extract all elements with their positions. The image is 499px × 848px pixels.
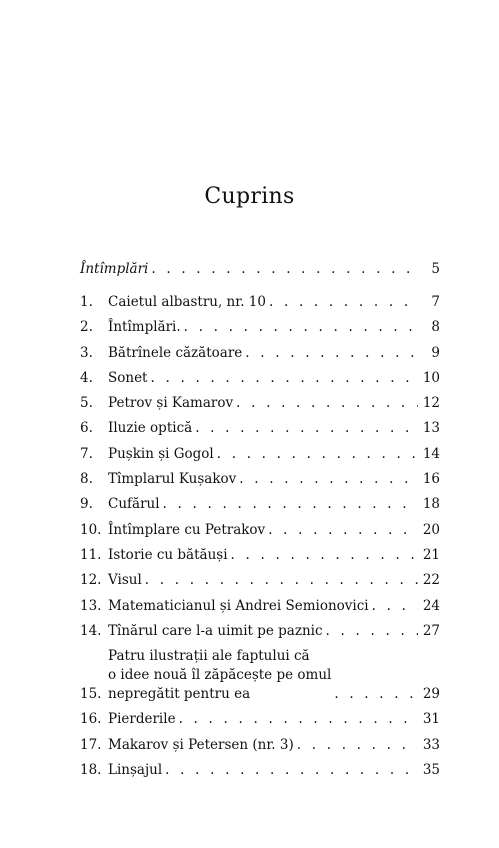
toc-page-number: 14 — [422, 445, 440, 462]
toc-entry-number: 7. — [80, 445, 93, 462]
toc-page-number: 18 — [422, 496, 440, 513]
toc-entry — [108, 445, 418, 464]
toc-entry-number: 16. — [80, 711, 102, 728]
toc-row — [80, 394, 440, 413]
toc-page-number: 9 — [431, 344, 440, 361]
toc-row — [80, 710, 440, 729]
dot-leader — [145, 571, 418, 590]
toc-entry — [108, 495, 418, 514]
toc-row — [80, 546, 440, 565]
toc-entry-title: Istorie cu bătăuși — [108, 546, 228, 563]
dot-leader — [151, 260, 418, 279]
toc-entry — [108, 622, 418, 641]
toc-page-number: 10 — [422, 369, 440, 386]
dot-leader — [297, 736, 418, 755]
toc-page-number: 24 — [422, 597, 440, 614]
toc-entry — [108, 369, 418, 388]
dot-leader — [231, 546, 418, 565]
dot-leader — [372, 597, 418, 616]
dot-leader — [326, 622, 418, 641]
toc-entry-title: Petrov și Kamarov — [108, 395, 234, 412]
toc-entry-title: Sonet — [108, 369, 148, 386]
toc-entry-number: 5. — [80, 395, 93, 412]
toc-page-number: 33 — [422, 736, 440, 753]
toc-page-number: 29 — [422, 686, 440, 703]
dot-leader — [179, 710, 418, 729]
dot-leader — [184, 318, 418, 337]
toc-entry — [108, 736, 418, 755]
toc-entry-number: 1. — [80, 294, 93, 310]
toc-entry-number: 10. — [80, 521, 102, 538]
toc-entry-number: 17. — [80, 736, 102, 753]
dot-leader — [269, 293, 418, 312]
toc-entry — [108, 419, 418, 438]
toc-entry-title: Cufărul — [108, 496, 160, 513]
toc-entry — [108, 571, 418, 590]
dot-leader — [334, 685, 418, 704]
toc-entry — [108, 597, 418, 616]
toc-entry-title: Întîmplare cu Petrakov — [108, 521, 266, 538]
toc-entry-title-line: o idee nouă îl zăpăcește pe omul — [108, 667, 332, 684]
toc-entry — [80, 260, 418, 279]
toc-row — [80, 445, 440, 464]
toc-intro-row — [80, 260, 440, 279]
toc-row — [80, 622, 440, 641]
toc-page-number: 5 — [431, 261, 440, 277]
toc-row — [80, 419, 440, 438]
toc-page-number: 13 — [422, 420, 440, 437]
toc-entry-title: Visul — [108, 572, 142, 589]
toc-row — [80, 571, 440, 590]
dot-leader — [163, 495, 418, 514]
toc-entry — [108, 394, 418, 413]
dot-leader — [217, 445, 418, 464]
toc-page-number: 7 — [431, 294, 440, 310]
toc-row — [80, 521, 440, 540]
toc-row — [80, 495, 440, 514]
toc-entry — [108, 344, 418, 363]
toc-entry-number: 15. — [80, 686, 102, 703]
dot-leader — [239, 470, 418, 489]
dot-leader — [268, 521, 418, 540]
dot-leader — [236, 394, 418, 413]
table-of-contents — [80, 260, 440, 786]
toc-entry-title: Makarov și Petersen (nr. 3) — [108, 736, 294, 753]
toc-entry — [108, 761, 418, 780]
toc-entry-title: Matematicianul și Andrei Semionovici — [108, 597, 369, 614]
toc-entry-title: Întîmplări. — [108, 319, 181, 336]
toc-page-number: 27 — [422, 622, 440, 639]
toc-entry-number: 6. — [80, 420, 93, 437]
dot-leader — [245, 344, 418, 363]
toc-row — [80, 597, 440, 616]
toc-entry-title: Iluzie optică — [108, 420, 193, 437]
toc-entry-number: 8. — [80, 471, 93, 488]
toc-row — [80, 647, 440, 704]
toc-row — [80, 318, 440, 337]
toc-page-number: 35 — [422, 762, 440, 779]
toc-entry — [108, 293, 418, 312]
toc-entry-number: 14. — [80, 622, 102, 639]
toc-entry-title-line: nepregătit pentru ea — [108, 686, 251, 703]
toc-entry-number: 11. — [80, 546, 102, 563]
toc-row — [80, 293, 440, 312]
toc-entry — [108, 647, 418, 704]
toc-entry — [108, 521, 418, 540]
toc-entry-title: Pierderile — [108, 711, 176, 728]
toc-page-number: 8 — [431, 319, 440, 336]
toc-entry-title — [108, 647, 334, 704]
toc-entry-number: 2. — [80, 319, 93, 336]
toc-entry-title: Tînărul care l-a uimit pe paznic — [108, 622, 323, 639]
toc-page-number: 12 — [422, 395, 440, 412]
toc-entry — [108, 470, 418, 489]
toc-row — [80, 761, 440, 780]
toc-page-number: 31 — [422, 711, 440, 728]
toc-entry-number: 3. — [80, 344, 93, 361]
toc-row — [80, 344, 440, 363]
toc-entry-title: Pușkin și Gogol — [108, 445, 214, 462]
toc-entry-title: Tîmplarul Kușakov — [108, 471, 237, 488]
toc-entry-title: Caietul albastru, nr. 10 — [108, 294, 266, 310]
toc-entry — [108, 318, 418, 337]
toc-entry-title: Întîmplări — [80, 261, 149, 277]
toc-entry-number: 4. — [80, 369, 93, 386]
toc-entry-number: 18. — [80, 762, 102, 779]
toc-row — [80, 736, 440, 755]
toc-row — [80, 369, 440, 388]
toc-entry-number: 9. — [80, 496, 93, 513]
toc-entry-number: 12. — [80, 572, 102, 589]
toc-page-number: 21 — [422, 546, 440, 563]
page-title: Cuprins — [204, 184, 295, 209]
toc-entry — [108, 710, 418, 729]
toc-entry-title: Linșajul — [108, 762, 163, 779]
toc-entry-title: Bătrînele căzătoare — [108, 344, 243, 361]
toc-entry-number: 13. — [80, 597, 102, 614]
toc-page-number: 16 — [422, 471, 440, 488]
toc-entry-title-line: Patru ilustrații ale faptului că — [108, 648, 310, 665]
toc-row — [80, 470, 440, 489]
dot-leader — [165, 761, 418, 780]
dot-leader — [195, 419, 418, 438]
toc-page-number: 22 — [422, 572, 440, 589]
toc-list — [80, 293, 440, 780]
dot-leader — [151, 369, 419, 388]
toc-entry — [108, 546, 418, 565]
toc-page-number: 20 — [422, 521, 440, 538]
